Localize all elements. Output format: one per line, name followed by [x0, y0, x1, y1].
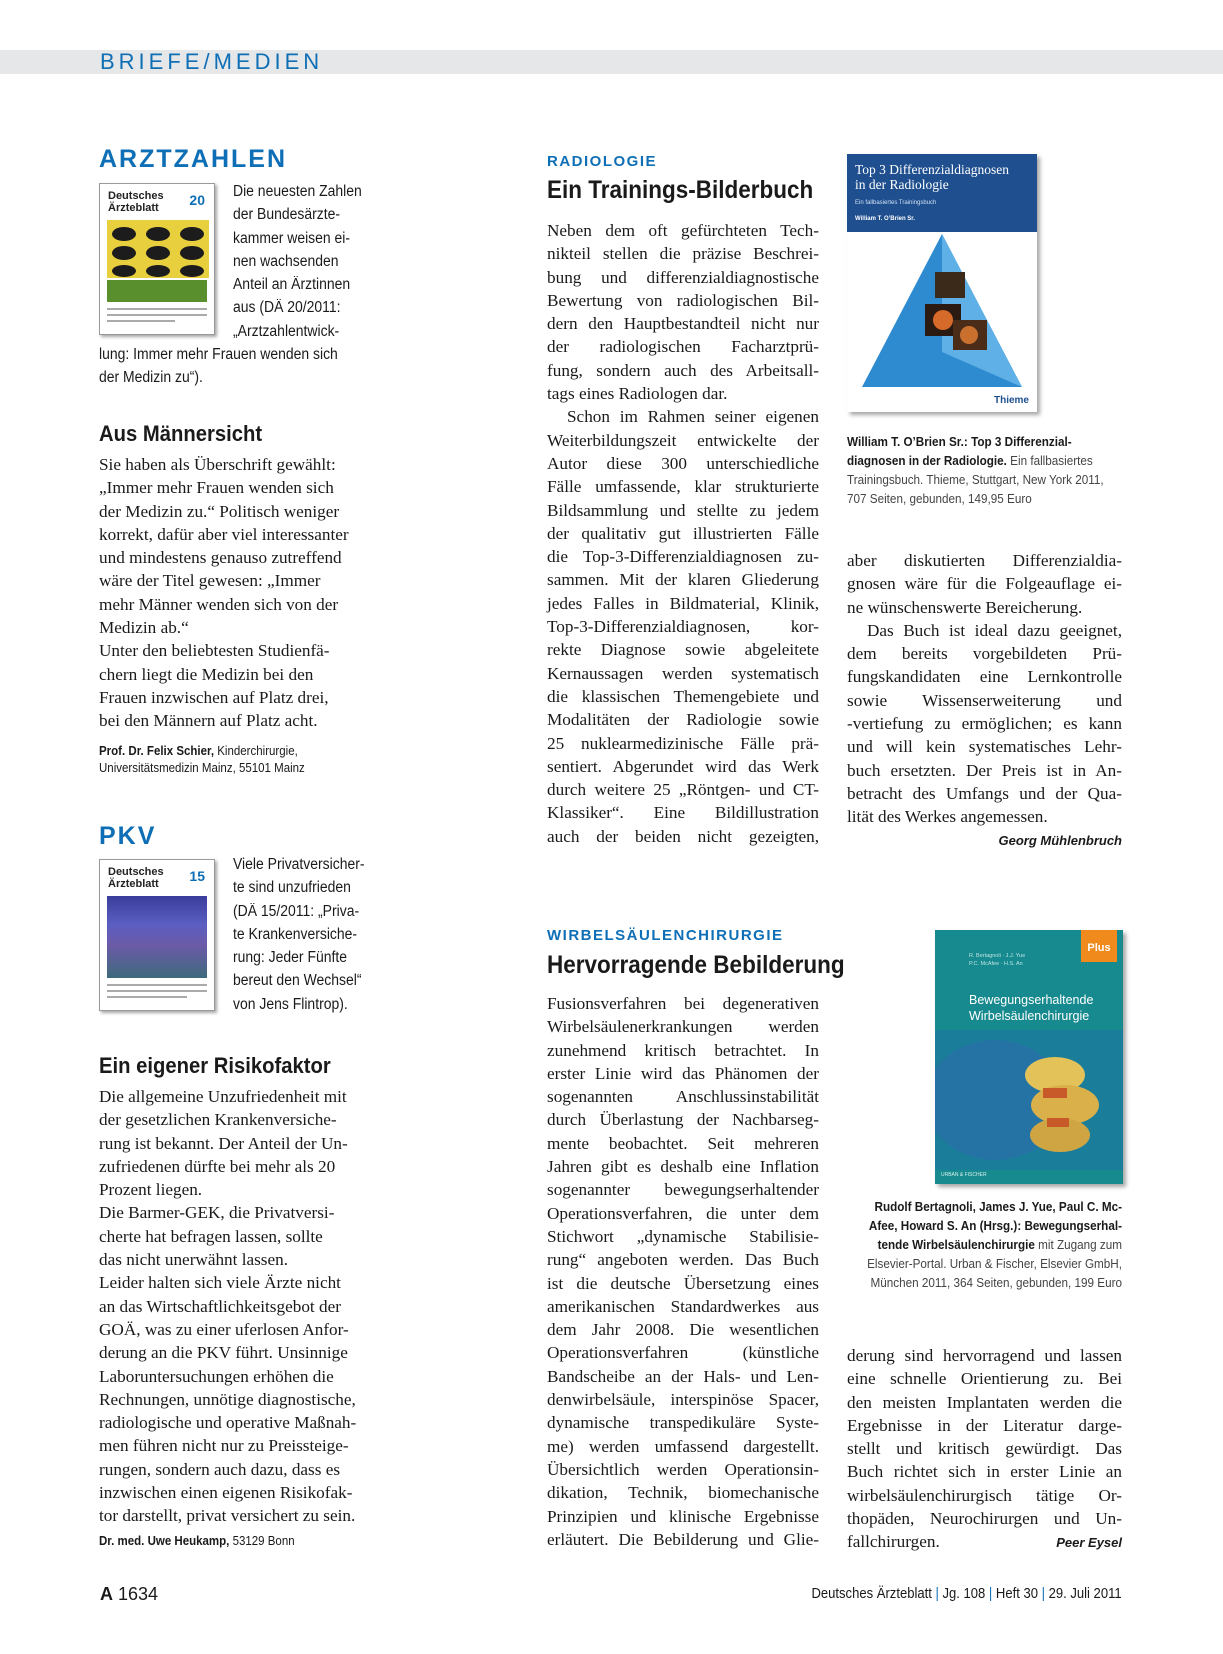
- arztzahlen-heading: ARZTZAHLEN: [99, 145, 288, 173]
- book-cover-spine-graphic: [935, 1030, 1123, 1170]
- book-cover-authors: R. Bertagnoli · J.J. Yue P.C. McAfee · H.S. An: [969, 953, 1026, 967]
- cover-masthead: Deutsches Ärzteblatt: [108, 866, 164, 890]
- footer-date: 29. Juli 2011: [1048, 1586, 1122, 1602]
- maennersicht-body: Sie haben als Überschrift gewählt: „Immer mehr Frauen wenden sich der Medizin zu.“ Politisch weniger korrekt, dafür aber viel interessanter und mindestens genauso zutreffend wäre der Titel gewesen: „Immer mehr Männer wenden sich von der Medizin ab.“ Unter den beliebtesten Studienfä- chern liegt die Medizin bei den Frauen inzwischen auf Platz drei, bei den Männern auf Platz acht.: [99, 455, 349, 731]
- radiologie-headline: Ein Trainings-Bilderbuch: [547, 176, 814, 204]
- cover-fine-print: [107, 984, 207, 986]
- author-name: Dr. med. Uwe Heukamp,: [99, 1534, 230, 1548]
- cover-fine-print: [107, 996, 187, 998]
- cover-artwork-graphic: [107, 220, 209, 278]
- risikofaktor-heading: Ein eigener Risikofaktor: [99, 1053, 331, 1078]
- book-cover-plus-badge: Plus: [1081, 930, 1117, 962]
- cover-artwork: [107, 220, 207, 278]
- arztzahlen-teaser-cont: lung: Immer mehr Frauen wenden sich der Medizin zu“).: [99, 346, 338, 387]
- wirbelsaeule-signature: Peer Eysel: [1056, 1535, 1122, 1550]
- wirbelsaeule-rubric: WIRBELSÄULENCHIRURGIE: [547, 927, 784, 944]
- book-cover-pyramid-graphic: [847, 232, 1037, 412]
- radiologie-signature: Georg Mühlenbruch: [998, 833, 1122, 848]
- book-cover-title: Top 3 Differenzialdiagnosen in der Radiologie: [855, 162, 1010, 192]
- cover-fine-print: [107, 990, 207, 992]
- cover-fine-print: [107, 314, 207, 316]
- book-cover-publisher: URBAN & FISCHER: [941, 1172, 987, 1178]
- radiologie-book-caption: William T. O’Brien Sr.: Top 3 Differenzial- diagnosen in der Radiologie. Ein fallbasiertes Trainingsbuch. Thieme, Stuttgart, New York 2011, 707 Seiten, gebunden, 149,95 Euro: [847, 434, 1104, 506]
- footer-volume: Jg. 108: [942, 1586, 986, 1602]
- book-cover-subtitle: Ein fallbasiertes Trainingsbuch: [855, 200, 937, 206]
- wirbelsaeule-col1: Fusionsverfahren bei degenerativen Wirbelsäulenerkrankungen werden zunehmend kritisch betrachtet. In erster Linie wird das Phänomen der sogenannten Anschlussinstabilität durch Überlastung der Nachbarseg- mente beobachtet. Seit mehreren Jahren gibt es deshalb eine Inflation sogenannter bewegungserhaltender Operationsverfahren, die unter dem Stichwort „dynamische Stabilisie- rung“ angeboten werden. Das Buch ist die deutsche Übersetzung eines amerikanischen Standardwerkes aus dem Jahr 2008. Die wesentlichen Operationsverfahren (künstliche Bandscheibe an der Hals- und Len- denwirbelsäule, interspinöse Spacer, dynamische transpedikuläre Syste- me) werden umfassend dargestellt. Übersichtlich werden Operationsin- dikation, Technik, biomechanische Prinzipien und klinische Ergebnisse erläutert. Die Bebilderung und Glie-: [547, 994, 819, 1549]
- radiologie-rubric: RADIOLOGIE: [547, 153, 658, 170]
- section-title: BRIEFE/MEDIEN: [100, 49, 324, 74]
- cover-fine-print: [107, 308, 207, 310]
- risikofaktor-author: Dr. med. Uwe Heukamp, 53129 Bonn: [99, 1534, 295, 1548]
- cover-issue-number: 15: [189, 868, 205, 884]
- maennersicht-author: Prof. Dr. Felix Schier, Kinderchirurgie, Universitätsmedizin Mainz, 55101 Mainz: [99, 744, 305, 775]
- cover-fine-print: [107, 320, 175, 322]
- footer-journal-info: Deutsches Ärzteblatt | Jg. 108 | Heft 30 | 29. Juli 2011: [811, 1586, 1122, 1602]
- radiologie-col2: aber diskutierten Differenzialdia- gnosen wäre für die Folgeauflage ei- ne wünschenswerte Bereicherung. Das Buch ist ideal dazu geeignet, dem bereits vorgebildeten Prü- fungskandidaten eine Lernkontrolle sowie Wissenserweiterung und -vertiefung zu ermöglichen; es kann und will kein systematisches Lehr- buch ersetzten. Der Preis ist in An- betracht des Umfangs und der Qua- lität des Werkes angemessen.: [847, 551, 1122, 827]
- book-cover-top3-radiologie: [847, 154, 1037, 412]
- book-cover-publisher: Thieme: [993, 395, 1029, 406]
- arztzahlen-teaser: Die neuesten Zahlen der Bundesärzte- kammer weisen ei- nen wachsenden Anteil an Ärztinnen aus (DÄ 20/2011: „Arztzahlentwick-: [233, 183, 362, 340]
- cover-issue-number: 20: [189, 192, 205, 208]
- cover-headline-band: [107, 280, 207, 302]
- cover-masthead: Deutsches Ärzteblatt: [108, 190, 164, 214]
- footer-issue: Heft 30: [996, 1586, 1039, 1602]
- wirbelsaeule-book-caption: Rudolf Bertagnoli, James J. Yue, Paul C. Mc- Afee, Howard S. An (Hrsg.): Bewegungserhal- tende Wirbelsäulenchirurgie mit Zugang zum Elsevier-Portal. Urban & Fischer, Elsevier GmbH, München 2011, 364 Seiten, gebunden, 199 Euro: [867, 1199, 1122, 1290]
- pkv-heading: PKV: [99, 822, 157, 850]
- book-cover-wirbelsaeulenchirurgie: [935, 930, 1123, 1184]
- author-name: Prof. Dr. Felix Schier,: [99, 744, 215, 758]
- radiologie-col1: Neben dem oft gefürchteten Tech- nikteil stellen die präzise Beschrei- bung und differenzialdiagnostische Bewertung von radiologischen Bil- dern den Hauptbestandteil nicht nur der radiologischen Facharztprü- fung, sondern auch des Arbeitsall- tags eines Radiologen dar. Schon im Rahmen seiner eigenen Weiterbildungszeit entwickelte der Autor diese 300 unterschiedliche Fälle umfassende, klar strukturierte Bildsammlung und stellte zu jedem der qualitativ gut illustrierten Fälle die Top-3-Differenzialdiagnosen zu- sammen. Mit der klaren Gliederung jedes Falles in Bildmaterial, Klinik, Top-3-Differenzialdiagnosen, kor- rekte Diagnose sowie abgeleitete Kernaussagen werden systematisch die klassischen Themengebiete und Modalitäten der Radiologie sowie 25 nuklearmedizinische Fälle prä- sentiert. Abgerundet wird das Werk durch weitere 25 „Röntgen- und CT- Klassiker“. Eine Bildillustration auch der beiden nicht gezeigten,: [547, 221, 819, 846]
- cover-deutsches-aerzteblatt-15: [99, 859, 215, 1011]
- risikofaktor-body: Die allgemeine Unzufriedenheit mit der gesetzlichen Krankenversiche- rung ist bekannt. Der Anteil der Un- zufriedenen dürfte bei mehr als 20 Prozent liegen. Die Barmer-GEK, die Privatversi- cherte hat befragen lassen, sollte das nicht unerwähnt lassen. Leider halten sich viele Ärzte nicht an das Wirtschaftlichkeitsgebot der GOÄ, was zu einer uferlosen Anfor- derung an die PKV führt. Unsinnige Laboruntersuchungen erhöhen die Rechnungen, unnötige diagnostische, radiologische und operative Maßnah- men führen nicht nur zu Preissteige- rungen, sondern auch dazu, dass es inzwischen einen eigenen Risikofak- tor darstellt, privat versichert zu sein.: [99, 1087, 357, 1526]
- book-cover-title: Bewegungserhaltende Wirbelsäulenchirurgie: [969, 993, 1094, 1023]
- cover-deutsches-aerzteblatt-20: [99, 183, 215, 335]
- page-number: A 1634: [100, 1584, 159, 1604]
- footer-journal: Deutsches Ärzteblatt: [811, 1586, 933, 1602]
- maennersicht-heading: Aus Männersicht: [99, 421, 263, 446]
- book-cover-author: William T. O’Brien Sr.: [855, 216, 915, 222]
- wirbelsaeule-col2: derung sind hervorragend und lassen eine schnelle Orientierung zu. Bei den meisten Implantaten werden die Ergebnisse in der Literatur darge- stellt und kritisch gewürdigt. Das Buch richtet sich in erster Linie an wirbelsäulenchirurgisch tätige Or- thopäden, Neurochirurgen und Un- fallchirurgen.: [847, 1346, 1122, 1552]
- pkv-teaser: Viele Privatversicher- te sind unzufrieden (DÄ 15/2011: „Priva- te Krankenversiche- rung: Jeder Fünfte bereut den Wechsel“ von Jens Flintrop).: [233, 856, 365, 1013]
- wirbelsaeule-headline: Hervorragende Bebilderung: [547, 951, 845, 979]
- cover-artwork: [107, 896, 207, 978]
